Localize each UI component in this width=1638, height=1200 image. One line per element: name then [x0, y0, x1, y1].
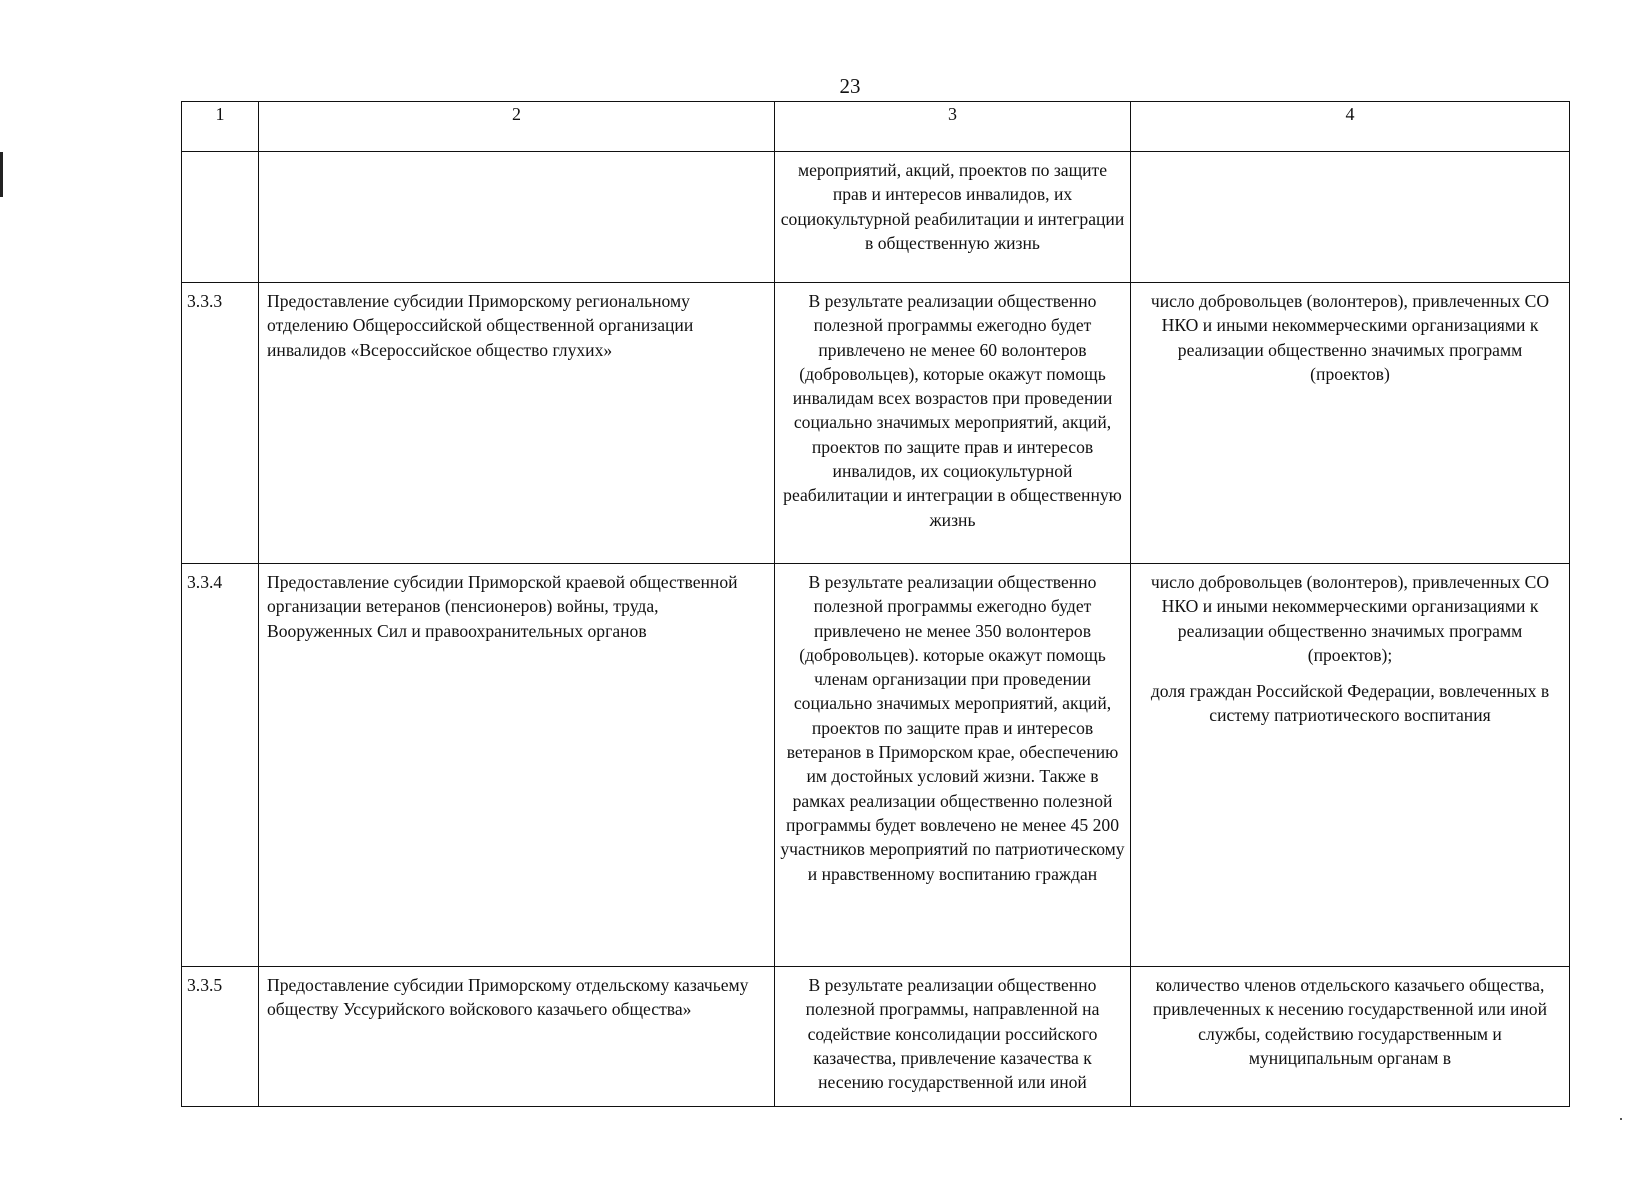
table-header-row: [182, 102, 1570, 152]
column-header-3: 3: [775, 102, 1131, 152]
item-number: 3.3.4: [182, 564, 259, 967]
column-header-2: 2: [259, 102, 775, 152]
table-row-continuation: [182, 152, 1570, 283]
table-row-3-3-5: [182, 967, 1570, 1107]
expected-result: мероприятий, акций, проектов по защите прав и интересов инвалидов, их социокультурной реабилитации и интеграции в общественную жизнь: [775, 152, 1131, 283]
measure-name: Предоставление субсидии Приморскому отдельскому казачьему обществу Уссурийского войскового казачьего общества»: [259, 967, 775, 1107]
indicator: [1131, 283, 1570, 564]
item-number: 3.3.3: [182, 283, 259, 564]
expected-result: В результате реализации общественно полезной программы ежегодно будет привлечено не менее 350 волонтеров (добровольцев). которые окажут помощь членам организации при проведении социально значимых мероприятий, акций, проектов по защите прав и интересов ветеранов в Приморском крае, обеспечению им достойных условий жизни. Также в рамках реализации общественно полезной программы будет вовлечено не менее 45 200 участников мероприятий по патриотическому и нравственному воспитанию граждан: [775, 564, 1131, 967]
expected-result: В результате реализации общественно полезной программы ежегодно будет привлечено не менее 60 волонтеров (добровольцев), которые окажут помощь инвалидам всех возрастов при проведении социально значимых мероприятий, акций, проектов по защите прав и интересов инвалидов, их социокультурной реабилитации и интеграции в общественную жизнь: [775, 283, 1131, 564]
measure-name: Предоставление субсидии Приморскому региональному отделению Общероссийской общественной организации инвалидов «Всероссийское общество глухих»: [259, 283, 775, 564]
measure-name: Предоставление субсидии Приморской краевой общественной организации ветеранов (пенсионеров) войны, труда, Вооруженных Сил и правоохранительных органов: [259, 564, 775, 967]
program-measures-table: [181, 101, 1570, 1107]
expected-result: В результате реализации общественно полезной программы, направленной на содействие консолидации российского казачества, привлечение казачества к несению государственной или иной: [775, 967, 1131, 1107]
indicator: [1131, 152, 1570, 283]
indicator-text: доля граждан Российской Федерации, вовлеченных в систему патриотического воспитания: [1150, 681, 1550, 726]
indicator-text: число добровольцев (волонтеров), привлеченных СО НКО и иными некоммерческими организациями к реализации общественно значимых программ (проектов): [1150, 291, 1550, 384]
scan-speck: [1620, 1118, 1622, 1120]
item-number: 3.3.5: [182, 967, 259, 1107]
indicator-text: число добровольцев (волонтеров), привлеченных СО НКО и иными некоммерческими организациями к реализации общественно значимых программ (проектов);: [1150, 572, 1550, 665]
column-header-4: 4: [1131, 102, 1570, 152]
item-number: [182, 152, 259, 283]
column-header-1: 1: [182, 102, 259, 152]
measure-name: [259, 152, 775, 283]
table-row-3-3-4: [182, 564, 1570, 967]
page-number: 23: [839, 74, 861, 98]
indicator-text: количество членов отдельского казачьего общества, привлеченных к несению государственной или иной службы, содействию государственным и муниципальным органам в: [1152, 975, 1547, 1068]
scan-margin-mark: [0, 152, 3, 197]
indicator: [1131, 967, 1570, 1107]
indicator: [1131, 564, 1570, 967]
table-row-3-3-3: [182, 283, 1570, 564]
